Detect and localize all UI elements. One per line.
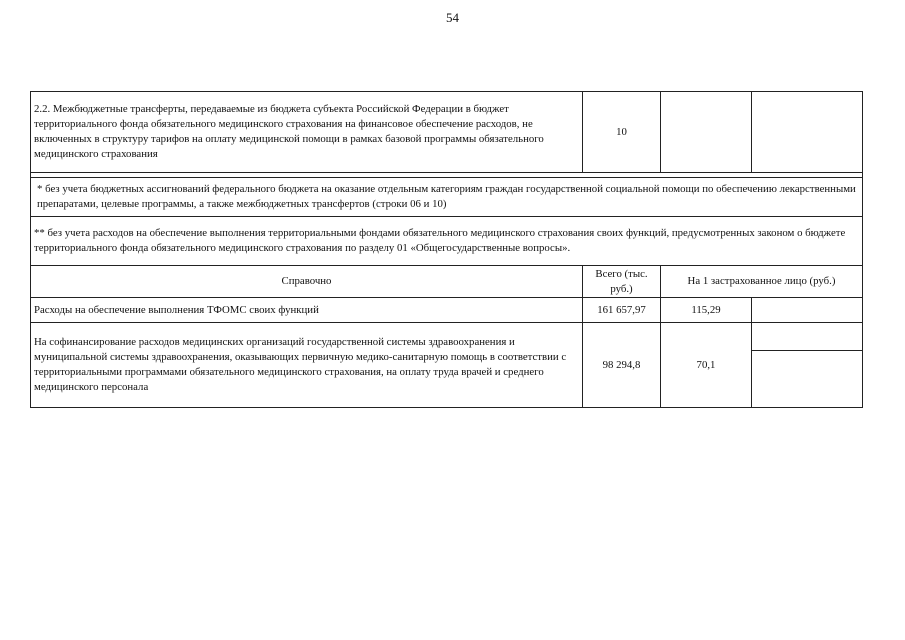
table-row xyxy=(31,298,863,323)
transfers-col4 xyxy=(752,92,863,173)
cofinancing-empty-cell-bottom xyxy=(752,351,863,408)
expenses-label: Расходы на обеспечение выполнения ТФОМС своих функций xyxy=(31,298,583,323)
table-row xyxy=(31,323,863,351)
reference-header-per-person: На 1 застрахованное лицо (руб.) xyxy=(661,266,863,298)
transfers-label: 2.2. Межбюджетные трансферты, передаваемые из бюджета субъекта Российской Федерации в бюджет территориального фонда обязательного медицинского страхования на финансовое обеспечение расходов, не включенных в структуру тарифов на оплату медицинской помощи в рамках базовой программы обязательного медицинского страхования xyxy=(31,92,583,173)
reference-header-label: Справочно xyxy=(31,266,583,298)
cofinancing-per-person: 70,1 xyxy=(661,323,752,408)
reference-header-total: Всего (тыс. руб.) xyxy=(583,266,661,298)
transfers-col3 xyxy=(661,92,752,173)
page-number: 54 xyxy=(446,10,459,25)
footnote-1: * без учета бюджетных ассигнований федерального бюджета на оказание отдельным категориям граждан государственной социальной помощи по обеспечению лекарственными препаратами, целевые программы, а также межбюджетных трансфертов (строки 06 и 10) xyxy=(31,178,863,217)
footnote-2: ** без учета расходов на обеспечение выполнения территориальными фондами обязательного медицинского страхования своих функций, предусмотренных законом о бюджете территориального фонда обязательного медицинского страхования по разделу 01 «Общегосударственные вопросы». xyxy=(31,217,863,266)
footnote-row-1 xyxy=(31,178,863,217)
footnote-row-2 xyxy=(31,217,863,266)
transfers-code: 10 xyxy=(583,92,661,173)
reference-header-row xyxy=(31,266,863,298)
document-table xyxy=(30,91,863,408)
cofinancing-total: 98 294,8 xyxy=(583,323,661,408)
cofinancing-empty-cell-top xyxy=(752,323,863,351)
expenses-per-person: 115,29 xyxy=(661,298,752,323)
cofinancing-label: На софинансирование расходов медицинских организаций государственной системы здравоохранения и муниципальной системы здравоохранения, оказывающих первичную медико-санитарную помощь в соответствии с территориальными программами обязательного медицинского страхования, на оплату труда врачей и среднего медицинского персонала xyxy=(31,323,583,408)
expenses-total: 161 657,97 xyxy=(583,298,661,323)
transfers-row xyxy=(31,92,863,173)
expenses-empty-cell xyxy=(752,298,863,323)
